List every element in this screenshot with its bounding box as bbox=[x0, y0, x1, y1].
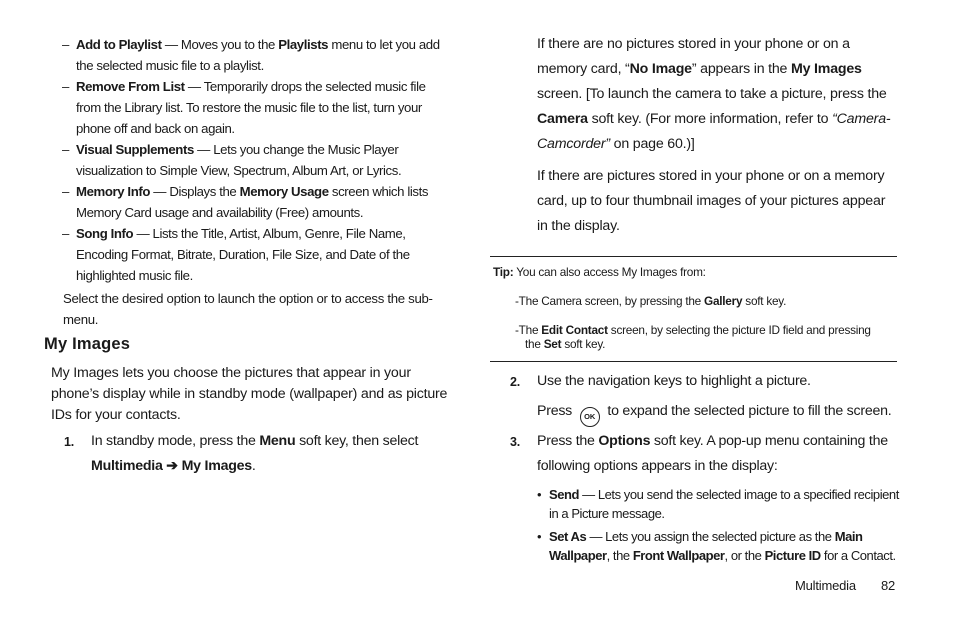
term-ref: Main Wallpaper bbox=[549, 529, 863, 563]
dash-marker: – bbox=[62, 184, 69, 199]
desc: menu to let you add the selected music file to a playlist. bbox=[76, 37, 440, 73]
dash-marker: – bbox=[62, 226, 69, 241]
text: -The bbox=[515, 323, 542, 337]
bullet-marker: • bbox=[537, 529, 542, 544]
step-number: 2. bbox=[510, 375, 520, 389]
option-set-as bbox=[537, 527, 899, 565]
text: soft key. bbox=[742, 294, 787, 308]
desc: — Lets you assign the selected picture as the bbox=[586, 529, 835, 544]
option-memory-info bbox=[62, 181, 452, 223]
term: Send bbox=[549, 487, 579, 502]
term: Visual Supplements bbox=[76, 142, 194, 157]
step-2 bbox=[510, 369, 900, 394]
desc: for a Contact. bbox=[820, 548, 896, 563]
text: soft key. bbox=[561, 337, 606, 351]
term-ref: Front Wallpaper bbox=[632, 548, 725, 563]
option-send bbox=[537, 485, 899, 523]
term: Add to Playlist bbox=[76, 37, 162, 52]
tip-line-set bbox=[525, 337, 605, 351]
ui-term: Set bbox=[543, 337, 562, 351]
text: -The Camera screen, by pressing the bbox=[515, 294, 705, 308]
term-ref: Picture ID bbox=[764, 548, 821, 563]
desc: — Lets you send the selected image to a specified recipient in a Picture message. bbox=[549, 487, 899, 521]
option-song-info bbox=[62, 223, 452, 286]
tip-line-camera bbox=[515, 294, 786, 308]
step-text: . bbox=[251, 458, 256, 474]
step-2-press bbox=[537, 399, 902, 427]
tip-box bbox=[490, 256, 897, 362]
step-3 bbox=[510, 429, 900, 479]
step-text: In standby mode, press the bbox=[91, 433, 260, 449]
key-name: Options bbox=[598, 433, 651, 449]
select-instruction: Select the desired option to launch the option or to access the sub-menu. bbox=[63, 291, 433, 327]
desc: — Temporarily drops the selected music file from the Library list. To restore the music file to the list, turn your phone off and back on again. bbox=[76, 79, 426, 136]
text: screen. [To launch the camera to take a picture, press the bbox=[537, 86, 887, 102]
text: ” appears in the bbox=[691, 61, 791, 77]
section-heading: My Images bbox=[44, 335, 131, 353]
dash-marker: – bbox=[62, 79, 69, 94]
text: soft key. (For more information, refer to bbox=[587, 111, 833, 127]
ui-term: Edit Contact bbox=[541, 323, 608, 337]
tip-label: Tip: bbox=[493, 265, 514, 279]
ui-term: My Images bbox=[791, 61, 862, 77]
text: to expand the selected picture to fill the screen. bbox=[603, 403, 892, 419]
term: Remove From List bbox=[76, 79, 185, 94]
desc: , the bbox=[606, 548, 633, 563]
step-1 bbox=[64, 429, 454, 479]
menu-path: Multimedia ➔ My Images bbox=[91, 458, 252, 474]
intro-paragraph: My Images lets you choose the pictures that appear in your phone’s display while in standby mode (wallpaper) and as picture IDs for your contacts. bbox=[51, 365, 448, 423]
tip-heading bbox=[493, 265, 706, 279]
text: the bbox=[525, 337, 544, 351]
text: Press bbox=[537, 403, 576, 419]
option-remove-from-list bbox=[62, 76, 452, 139]
text: soft key. A pop-up menu containing the following options appears in the display: bbox=[537, 433, 888, 474]
text: Press the bbox=[537, 433, 599, 449]
option-visual-supplements bbox=[62, 139, 452, 181]
ui-term: Gallery bbox=[704, 294, 743, 308]
desc: screen which lists Memory Card usage and availability (Free) amounts. bbox=[76, 184, 429, 220]
dash-marker: – bbox=[62, 37, 69, 52]
desc: — Moves you to the bbox=[161, 37, 279, 52]
page-number: 82 bbox=[881, 578, 896, 593]
ok-key-icon: OK bbox=[580, 407, 600, 427]
cross-reference: “Camera-Camcorder” bbox=[537, 111, 891, 152]
term: Set As bbox=[549, 529, 587, 544]
term-ref: Memory Usage bbox=[239, 184, 329, 199]
tip-text: You can also access My Images from: bbox=[513, 265, 706, 279]
step-number: 3. bbox=[510, 435, 520, 449]
step-number: 1. bbox=[64, 435, 74, 449]
desc: , or the bbox=[724, 548, 765, 563]
step-text: Use the navigation keys to highlight a picture. bbox=[537, 373, 811, 389]
desc: — Displays the bbox=[150, 184, 240, 199]
desc: — Lets you change the Music Player visualization to Simple View, Spectrum, Album Art, or Lyrics. bbox=[76, 142, 402, 178]
no-pictures-paragraph bbox=[537, 32, 899, 157]
ui-term: No Image bbox=[629, 61, 692, 77]
term: Song Info bbox=[76, 226, 134, 241]
pictures-present-paragraph: If there are pictures stored in your phone or on a memory card, up to four thumbnail images of your pictures appear in the display. bbox=[537, 168, 886, 234]
term-ref: Playlists bbox=[278, 37, 329, 52]
step-text: soft key, then select bbox=[295, 433, 419, 449]
key-name: Menu bbox=[259, 433, 296, 449]
text: on page 60.)] bbox=[609, 136, 695, 152]
option-add-to-playlist bbox=[62, 34, 452, 76]
bullet-marker: • bbox=[537, 487, 542, 502]
ui-term: Camera bbox=[537, 111, 588, 127]
desc: — Lists the Title, Artist, Album, Genre, File Name, Encoding Format, Bitrate, Duration, File Size, and Date of the highlighted music file. bbox=[76, 226, 410, 283]
dash-marker: – bbox=[62, 142, 69, 157]
tip-line-edit-contact bbox=[515, 323, 871, 337]
term: Memory Info bbox=[76, 184, 150, 199]
footer-section: Multimedia bbox=[795, 578, 856, 593]
text: If there are no pictures stored in your phone or on a memory card, “ bbox=[537, 36, 850, 77]
text: screen, by selecting the picture ID field and pressing bbox=[607, 323, 871, 337]
